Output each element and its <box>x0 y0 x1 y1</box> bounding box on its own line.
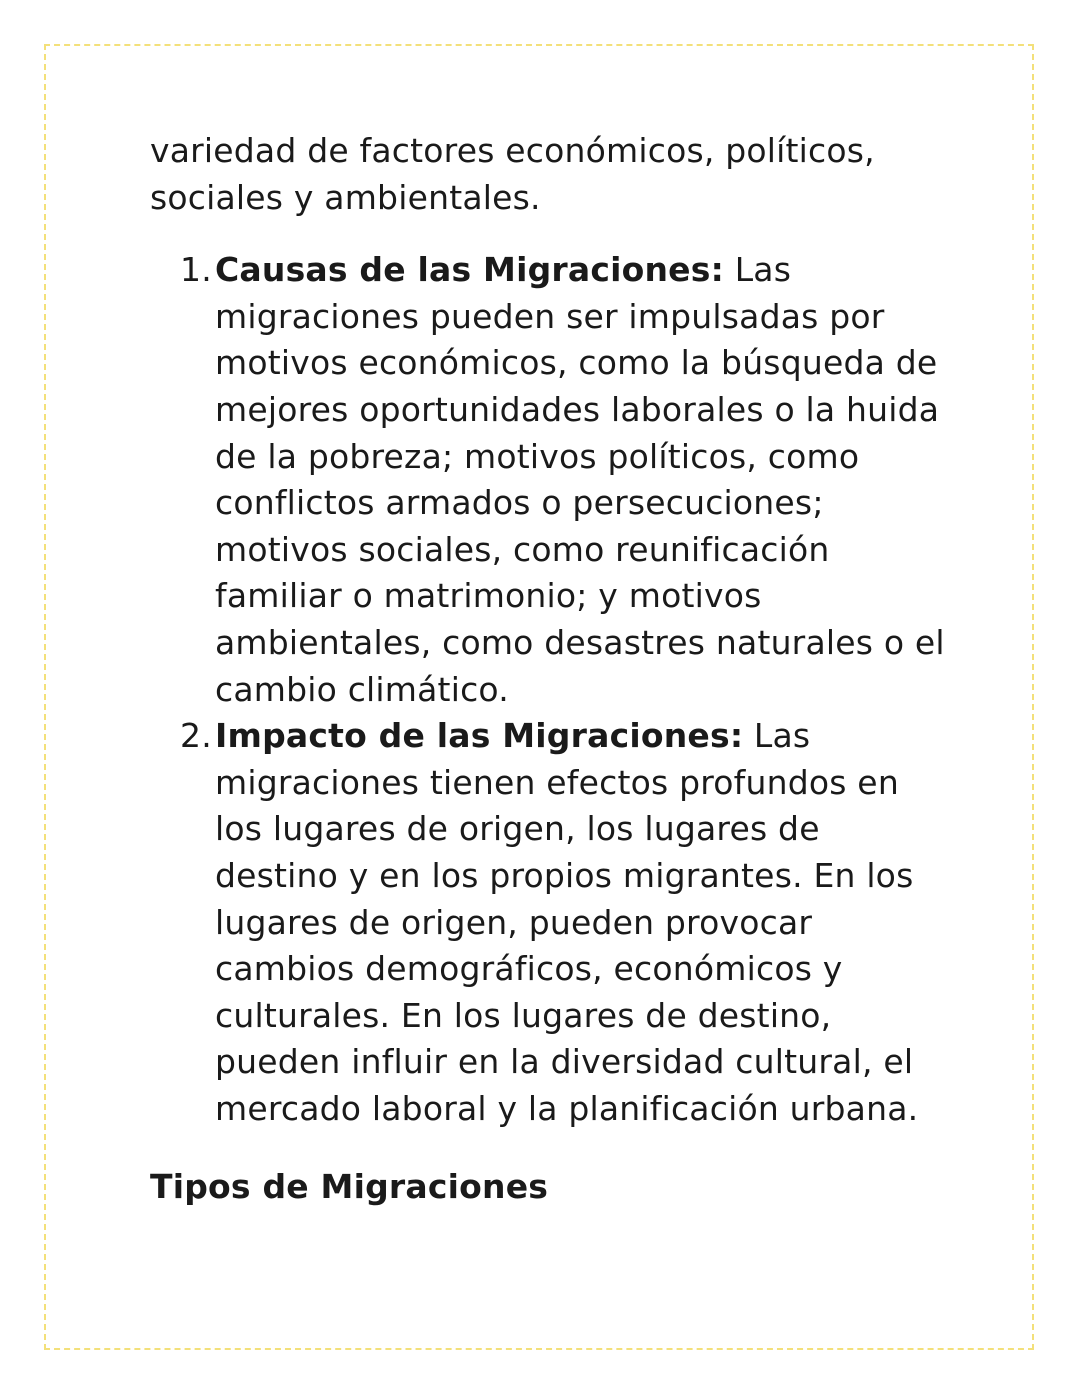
intro-paragraph: variedad de factores económicos, políticos, sociales y ambientales. <box>150 131 875 217</box>
list-item-impacto <box>150 713 950 1132</box>
section-heading: Tipos de Migraciones <box>150 1167 549 1207</box>
list-item-text: Las migraciones pueden ser impulsadas por motivos económicos, como la búsqueda de mejores oportunidades laborales o la huida de la pobreza; motivos políticos, como conflictos armados o persecuciones; motivos sociales, como reunificación familiar o matrimonio; y motivos ambientales, como desastres naturales o el cambio climático. <box>215 250 945 709</box>
list-item-title: Impacto de las Migraciones: <box>215 716 744 756</box>
list-marker: 2. <box>180 716 212 756</box>
numbered-list <box>150 247 950 1132</box>
list-marker: 1. <box>180 250 212 290</box>
list-item-text: Las migraciones tienen efectos profundos en los lugares de origen, los lugares de destino y en los propios migrantes. En los lugares de origen, pueden provocar cambios demográficos, económicos y culturales. En los lugares de destino, pueden influir en la diversidad cultural, el mercado laboral y la planificación urbana. <box>215 716 919 1128</box>
list-item-causas <box>150 247 950 713</box>
list-item-title: Causas de las Migraciones: <box>215 250 724 290</box>
document-content <box>150 128 950 1210</box>
